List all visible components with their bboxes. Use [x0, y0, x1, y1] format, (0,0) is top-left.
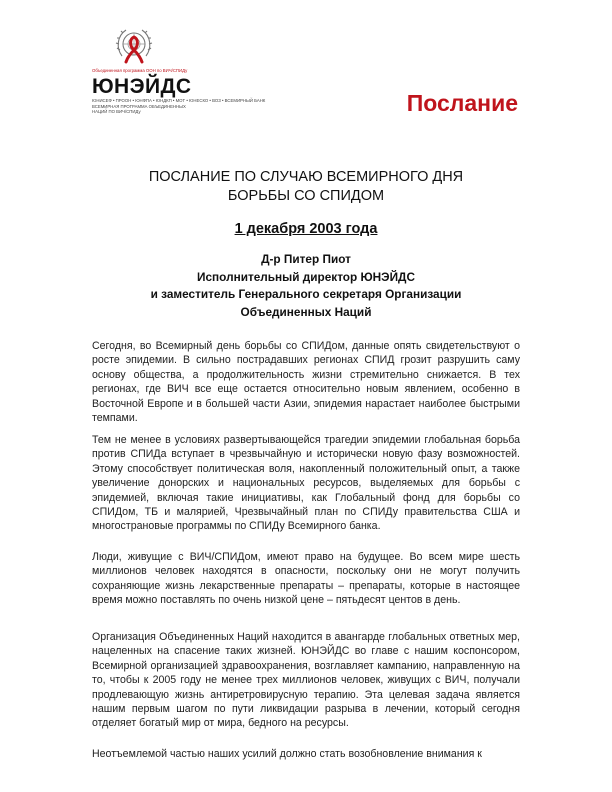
document-title [0, 168, 612, 206]
body-paragraph-1: Сегодня, во Всемирный день борьбы со СПИДом, данные опять свидетельствуют о росте эпидемии. В сильно пострадавших регионах СПИД грозит разрушить саму основу общества, а продолжительность жизни стремительно снижается. В тех регионах, где ВИЧ все еще остается относительно новым явлением, особенно в Восточной Европе и в большей части Азии, эпидемия нарастает наиболее быстрыми темпами. [92, 340, 520, 425]
logo-subtitle-line2: НАЦИЙ ПО ВИЧ/СПИДу [92, 109, 141, 114]
document-type-label: Послание [406, 90, 518, 116]
logo-wordmark: ЮНЭЙДС [92, 75, 192, 98]
body-paragraph-5: Неотъемлемой частью наших усилий должно стать возобновление внимания к [92, 748, 482, 760]
title-line-1: ПОСЛАНИЕ ПО СЛУЧАЮ ВСЕМИРНОГО ДНЯ [148, 169, 464, 185]
document-date: 1 декабря 2003 года [234, 221, 378, 237]
author-position-2: и заместитель Генерального секретаря Организации [150, 287, 462, 301]
logo-caption-line1: Объединенная программа ООН по ВИЧ/СПИДу [92, 68, 188, 73]
body-paragraph-3: Люди, живущие с ВИЧ/СПИДом, имеют право на будущее. Во всем мире шесть миллионов человек находятся в опасности, поскольку они не могут получить сохраняющие жизнь лекарственные препараты – препараты, которые в настоящее время можно поставлять по очень низкой цене – пятьдесят центов в день. [92, 551, 520, 607]
logo-cosponsors: ЮНИСЕФ • ПРООН • ЮНФПА • ЮНДКП • МОТ • ЮНЕСКО • ВОЗ • ВСЕМИРНЫЙ БАНК [92, 98, 266, 103]
unaids-logo [92, 26, 266, 114]
body-paragraph-2: Тем не менее в условиях развертывающейся трагедии эпидемии глобальная борьба против СПИДа вступает в чрезвычайную и исторически новую фазу возможностей. Этому способствует политическая воля, накопленный положительный опыт, а также увеличение донорских и национальных ресурсов, выделяемых для борьбы с эпидемией, включая такие инициативы, как Глобальный фонд для борьбы со СПИДом, ТБ и малярией, Чрезвычайный план по СПИДу правительства США и многострановые программы по СПИДу Всемирного банка. [92, 434, 520, 533]
title-line-2: БОРЬБЫ СО СПИДОМ [227, 188, 385, 204]
author-position-3: Объединенных Наций [240, 304, 372, 319]
body-paragraph-4: Организация Объединенных Наций находится в авангарде глобальных ответных мер, нацеленных на спасение таких жизней. ЮНЭЙДС во главе с нашим коспонсором, Всемирной организацией здравоохранения, возглавляет кампанию, направленную на то, чтобы к 2005 году не менее трех миллионов человек, живущих с ВИЧ, получали продлевающую жизнь антиретровирусную терапию. Эта целевая задача является нашим первым шагом по пути ликвидации разрыва в лечении, который сегодня отделяет богатый мир от мира, бедного на ресурсы. [92, 631, 520, 730]
author-position: Исполнительный директор ЮНЭЙДС [197, 269, 415, 284]
un-emblem-icon [114, 26, 154, 66]
author-block [0, 251, 612, 321]
logo-subtitle-line1: ВСЕМИРНАЯ ПРОГРАММА ОБЪЕДИНЕННЫХ [92, 103, 186, 109]
author-name: Д-р Питер Пиот [261, 252, 351, 266]
